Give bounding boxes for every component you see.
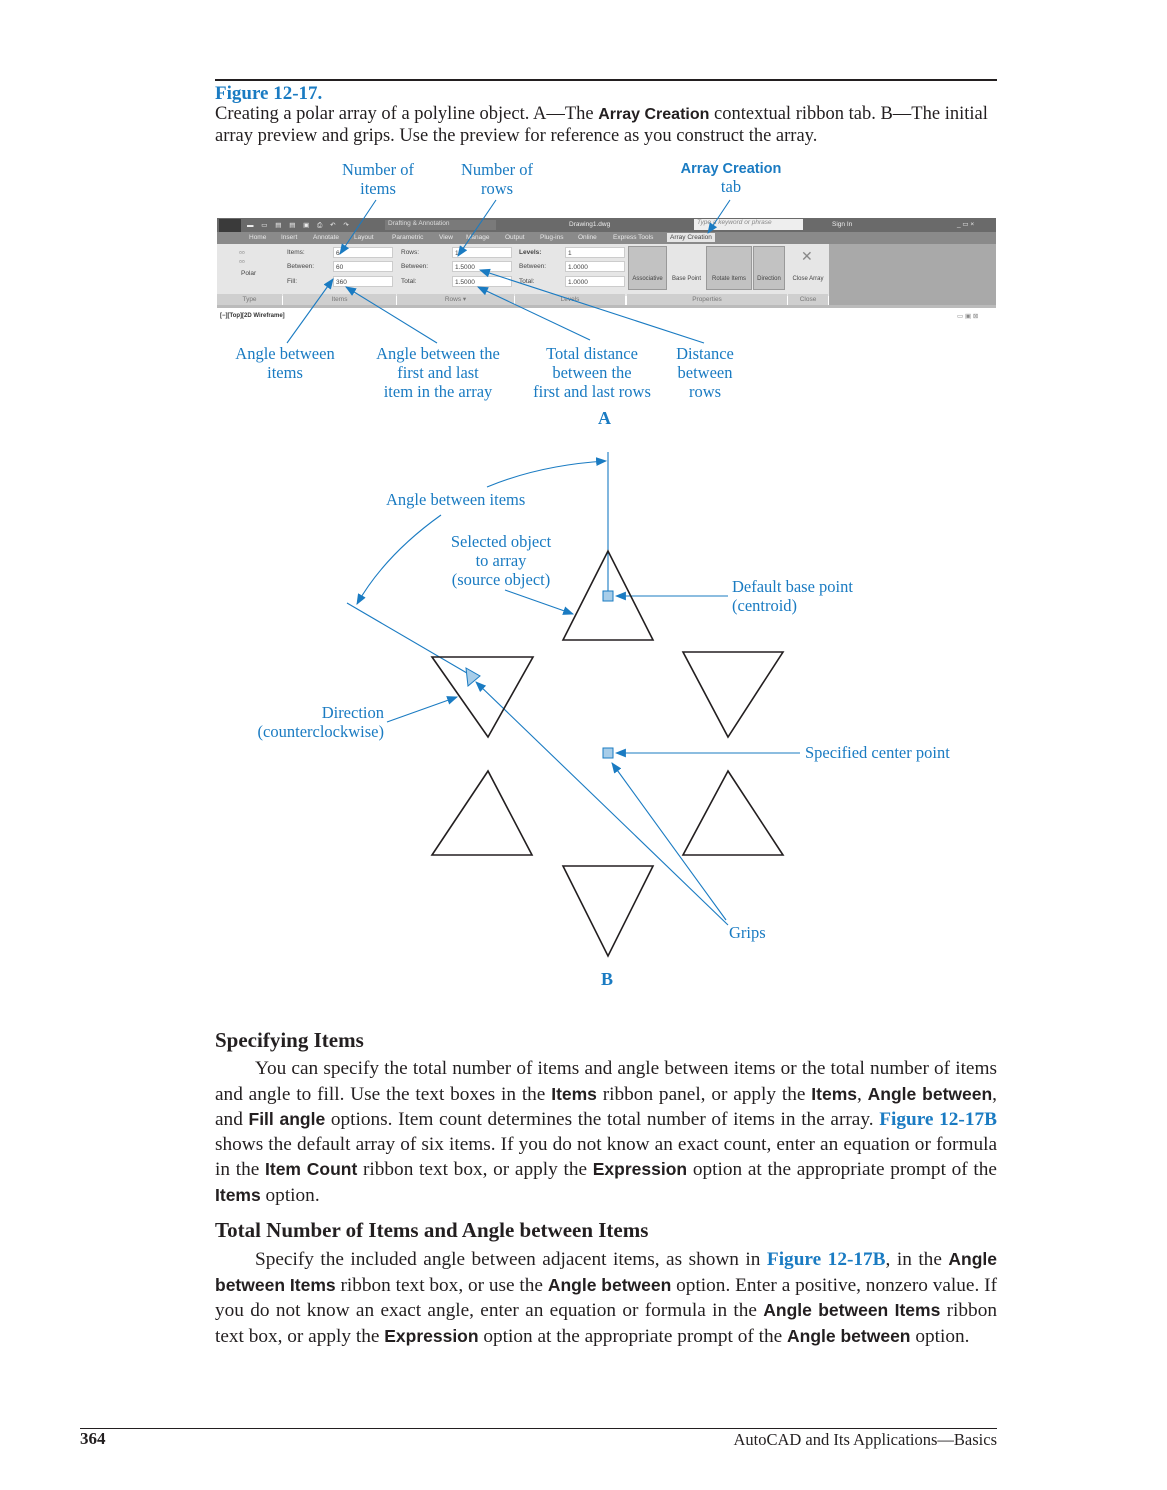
page-number: 364 <box>80 1429 106 1448</box>
associative-button[interactable]: Associative <box>628 246 667 290</box>
text-segment: option at the appropriate prompt of the <box>478 1325 787 1347</box>
text-segment: shows the default array of six items. If you do not know an exact count, enter an equation or formula in the <box>215 1133 997 1180</box>
window-controls[interactable]: _ ▭ × <box>957 221 975 228</box>
top-rule <box>215 79 997 81</box>
text-segment: Angle between <box>867 1083 993 1104</box>
text-segment: ribbon text box, or apply the <box>357 1159 593 1180</box>
tab-insert[interactable]: Insert <box>281 234 298 241</box>
quick-access-icons[interactable]: ▬ ▭ ▤ ▤ ▣ ⎙ ↶ ↷ <box>247 222 352 229</box>
book-title: AutoCAD and Its Applications—Basics <box>733 1430 997 1449</box>
callout-default-base-point: Default base point (centroid) <box>732 577 853 615</box>
fill-field[interactable]: 360 <box>333 276 393 287</box>
close-icon: ✕ <box>801 248 813 264</box>
tab-output[interactable]: Output <box>505 234 525 241</box>
callout-angle-between-items: Angle between items <box>235 344 335 382</box>
direction-grip <box>466 668 480 686</box>
text-segment: option. <box>260 1184 320 1206</box>
rotate-items-button[interactable]: Rotate Items <box>706 246 752 290</box>
text-segment: Items <box>215 1184 261 1205</box>
ribbon-tabs <box>217 232 996 244</box>
text-segment: ribbon panel, or apply the <box>596 1083 812 1105</box>
figure-number: Figure 12-17. <box>215 83 323 104</box>
triangles <box>432 551 783 956</box>
callout-distance-between-rows: Distance between rows <box>676 344 734 401</box>
figure-link[interactable]: Figure 12-17B <box>766 1249 886 1270</box>
callout-specified-center-point: Specified center point <box>805 743 950 762</box>
part-b-label: B <box>601 969 614 989</box>
section-heading: Specifying Items <box>215 1028 364 1052</box>
callout-selected-object: Selected object to array (source object) <box>450 532 552 589</box>
tab-array-creation[interactable]: Array Creation <box>667 233 715 242</box>
text-segment: Items <box>551 1083 597 1104</box>
rows-label: Rows: <box>401 249 420 256</box>
tab-manage[interactable]: Manage <box>466 234 490 241</box>
rows-between-label: Between: <box>401 263 429 270</box>
center-point-grip <box>603 748 613 758</box>
polar-button[interactable]: Polar <box>241 270 257 277</box>
tab-online[interactable]: Online <box>578 234 597 241</box>
search-input[interactable]: Type a keyword or phrase <box>694 219 803 230</box>
direction-button[interactable]: Direction <box>753 246 785 290</box>
tab-express-tools[interactable]: Express Tools <box>613 234 654 241</box>
paragraph <box>215 1247 997 1349</box>
viewport-controls[interactable]: ▭ ▣ ⊠ <box>957 313 979 320</box>
levels-total-label: Total: <box>519 278 535 285</box>
callout-angle-first-last: Angle between the first and last item in the array <box>376 344 500 401</box>
ribbon-body <box>217 244 996 303</box>
tab-layout[interactable]: Layout <box>354 234 374 241</box>
levels-between-label: Between: <box>519 263 547 270</box>
rows-total-label: Total: <box>401 278 417 285</box>
tab-annotate[interactable]: Annotate <box>313 234 340 241</box>
text-segment: Angle between <box>547 1274 672 1295</box>
callout-number-of-rows: Number of rows <box>461 160 533 198</box>
close-array-button[interactable]: Close Array <box>789 246 827 290</box>
sign-in-button[interactable]: Sign In <box>832 221 853 228</box>
caption-segment: Creating a polar array of a polyline object. A—The <box>215 104 599 124</box>
body-text <box>215 1028 997 1349</box>
panel-properties: Properties <box>627 294 787 305</box>
part-a-label: A <box>598 408 611 428</box>
text-segment: , in the <box>885 1249 949 1270</box>
panel-type: Type <box>217 294 282 305</box>
callout-array-creation-tab: Array Creation tab <box>680 161 782 196</box>
text-segment: option. Enter a positive, nonzero value. If you do not know an exact angle, enter an equation or formula in the <box>215 1274 997 1321</box>
items-field[interactable]: 6 <box>333 247 393 258</box>
levels-label: Levels: <box>519 249 542 256</box>
text-segment: option. <box>910 1325 970 1347</box>
panel-close: Close <box>788 294 828 305</box>
drawing-title: Drawing1.dwg <box>569 221 611 228</box>
tab-home[interactable]: Home <box>249 234 267 241</box>
levels-between-field[interactable]: 1.0000 <box>565 261 625 272</box>
tab-view[interactable]: View <box>439 234 453 241</box>
title-bar <box>217 218 996 232</box>
rows-total-field[interactable]: 1.5000 <box>452 276 512 287</box>
text-segment: Angle between <box>787 1325 911 1346</box>
text-segment: Items <box>811 1083 857 1104</box>
rows-field[interactable]: 1 <box>452 247 512 258</box>
rows-between-field[interactable]: 1.5000 <box>452 261 512 272</box>
base-point-grip <box>603 591 613 601</box>
angle-between-field[interactable]: 60 <box>333 261 393 272</box>
text-segment: Expression <box>592 1159 688 1179</box>
text-segment: Expression <box>384 1325 479 1346</box>
callout-direction: Direction (counterclockwise) <box>257 703 384 741</box>
panel-items: Items <box>283 294 396 305</box>
text-segment: Specify the included angle between adjacent items, as shown in <box>255 1249 767 1270</box>
text-segment: options. Item count determines the total number of items in the array. <box>325 1109 880 1130</box>
text-segment: option at the appropriate prompt of the <box>687 1159 997 1180</box>
section-heading: Total Number of Items and Angle between Items <box>215 1218 649 1242</box>
figure-link[interactable]: Figure 12-17B <box>879 1109 997 1130</box>
levels-total-field[interactable]: 1.0000 <box>565 276 625 287</box>
text-segment: Angle between Items <box>763 1300 941 1320</box>
text-segment: Fill angle <box>248 1109 326 1129</box>
figure-caption <box>215 104 1005 147</box>
fill-label: Fill: <box>287 278 298 285</box>
viewport-label[interactable]: [−][Top][2D Wireframe] <box>220 313 285 319</box>
text-segment: ribbon text box, or use the <box>335 1274 548 1296</box>
text-segment: You can specify the total number of items and angle between items or the total number of items and angle to fill. Use the text boxes in the <box>215 1058 997 1105</box>
items-label: Items: <box>287 249 305 256</box>
caption-segment: contextual ribbon tab. B—The initial array preview and grips. Use the preview for reference as you construct the array. <box>215 104 988 146</box>
tab-parametric[interactable]: Parametric <box>392 234 424 241</box>
paragraph <box>215 1057 997 1208</box>
base-point-button[interactable]: Base Point <box>668 246 705 290</box>
text-segment: Angle between Items <box>215 1249 997 1295</box>
caption-segment: Array Creation <box>598 106 710 123</box>
text-segment: , <box>857 1083 868 1105</box>
tab-plug-ins[interactable]: Plug-ins <box>540 234 564 241</box>
polar-icon: ▫▫ ▫▫ <box>239 248 245 266</box>
workspace-dropdown[interactable]: Drafting & Annotation <box>385 220 496 230</box>
callout-total-distance: Total distance between the first and last rows <box>533 344 651 401</box>
callout-b-angle-between-items: Angle between items <box>386 490 526 509</box>
levels-field[interactable]: 1 <box>565 247 625 258</box>
text-segment: , and <box>215 1083 997 1130</box>
callout-grips: Grips <box>729 923 766 942</box>
text-segment: Item Count <box>265 1159 358 1179</box>
text-segment: ribbon text box, or apply the <box>215 1300 997 1347</box>
panel-rows[interactable]: Rows ▾ <box>397 294 514 305</box>
panel-levels: Levels <box>515 294 625 305</box>
ribbon-screenshot <box>217 218 996 328</box>
items-between-label: Between: <box>287 263 315 270</box>
callout-number-of-items: Number of items <box>342 160 414 198</box>
footer-rule <box>80 1428 997 1429</box>
